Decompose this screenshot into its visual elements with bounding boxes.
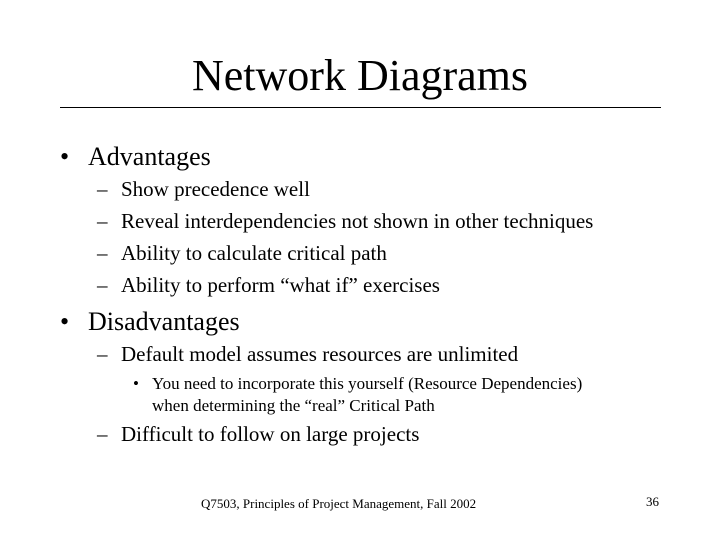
bullet-marker: • bbox=[133, 374, 139, 393]
page-number: 36 bbox=[646, 494, 659, 509]
disadvantage-item: Difficult to follow on large projects bbox=[121, 422, 420, 446]
bullet-marker: • bbox=[60, 142, 70, 171]
advantage-item: Ability to calculate critical path bbox=[121, 241, 387, 265]
dash-marker: – bbox=[97, 342, 108, 366]
title-divider bbox=[60, 107, 661, 108]
dash-marker: – bbox=[97, 241, 108, 265]
advantage-item: Reveal interdependencies not shown in other techniques bbox=[121, 209, 594, 233]
slide-title: Network Diagrams bbox=[191, 51, 528, 100]
dash-marker: – bbox=[97, 273, 108, 297]
bullet-marker: • bbox=[60, 307, 70, 336]
advantage-item: Ability to perform “what if” exercises bbox=[121, 273, 440, 297]
disadvantage-item: Default model assumes resources are unlimited bbox=[121, 342, 519, 366]
dash-marker: – bbox=[97, 177, 108, 201]
dash-marker: – bbox=[97, 209, 108, 233]
dash-marker: – bbox=[97, 422, 108, 446]
heading-advantages: Advantages bbox=[88, 142, 211, 171]
disadvantage-subitem-line: when determining the “real” Critical Path bbox=[152, 396, 435, 415]
heading-disadvantages: Disadvantages bbox=[88, 307, 240, 336]
slide-footer: Q7503, Principles of Project Management, Fall 2002 bbox=[201, 496, 477, 511]
advantage-item: Show precedence well bbox=[121, 177, 310, 201]
disadvantage-subitem-line: You need to incorporate this yourself (Resource Dependencies) bbox=[152, 374, 583, 393]
